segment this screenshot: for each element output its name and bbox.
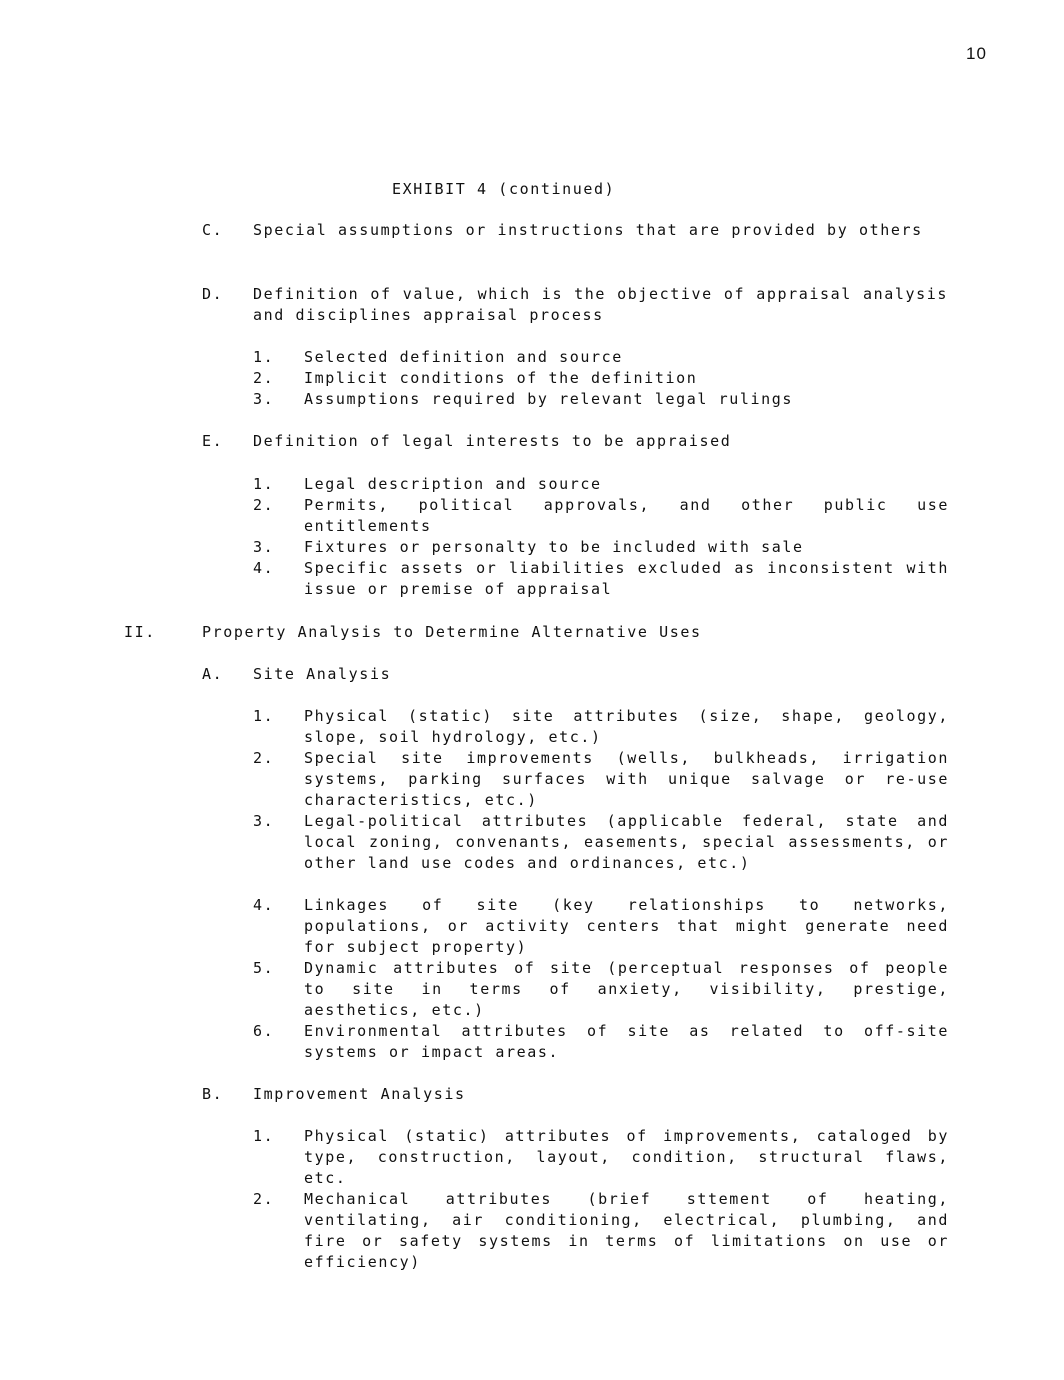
item-text: Improvement Analysis [253, 1085, 466, 1103]
subitem-marker: 1. [253, 348, 275, 366]
subitem-marker: 2. [253, 496, 275, 514]
subitem-text: Physical (static) attributes of improvements, cataloged by type, construction, layout, condition, structural flaws, etc. [304, 1127, 949, 1187]
subitem-text: Special site improvements (wells, bulkheads, irrigation systems, parking surfaces with unique salvage or re-use characteristics, etc.) [304, 749, 949, 809]
subitem-marker: 3. [253, 812, 275, 830]
subitem-marker: 6. [253, 1022, 275, 1040]
subitem-marker: 1. [253, 475, 275, 493]
subitem-text: Environmental attributes of site as related to off-site systems or impact areas. [304, 1022, 949, 1061]
subitem-marker: 4. [253, 896, 275, 914]
exhibit-title: EXHIBIT 4 (continued) [392, 180, 616, 198]
item-text: Definition of legal interests to be appraised [253, 432, 732, 450]
subitem-marker: 5. [253, 959, 275, 977]
subitem-text: Selected definition and source [304, 348, 623, 366]
item-marker: D. [202, 285, 224, 303]
subitem-text: Specific assets or liabilities excluded as inconsistent with issue or premise of appraisal [304, 559, 949, 598]
item-text: Definition of value, which is the objective of appraisal analysis and disciplines appraisal process [253, 285, 948, 324]
subitem-text: Permits, political approvals, and other public use entitlements [304, 496, 949, 535]
page-number: 10 [966, 44, 987, 63]
subitem-marker: 4. [253, 559, 275, 577]
subitem-text: Legal description and source [304, 475, 602, 493]
subitem-text: Mechanical attributes (brief sttement of heating, ventilating, air conditioning, electrical, plumbing, and fire or safety systems in terms of limitations on use or efficiency) [304, 1190, 949, 1271]
section-text: Property Analysis to Determine Alternative Uses [202, 623, 702, 641]
subitem-marker: 2. [253, 749, 275, 767]
subitem-marker: 3. [253, 538, 275, 556]
item-text: Special assumptions or instructions that are provided by others [253, 221, 923, 239]
subitem-text: Linkages of site (key relationships to networks, populations, or activity centers that might generate need for subject property) [304, 896, 949, 956]
subitem-text: Dynamic attributes of site (perceptual responses of people to site in terms of anxiety, visibility, prestige, aesthetics, etc.) [304, 959, 949, 1019]
subitem-text: Fixtures or personalty to be included with sale [304, 538, 804, 556]
subitem-marker: 1. [253, 707, 275, 725]
item-marker: A. [202, 665, 224, 683]
item-marker: C. [202, 221, 224, 239]
item-marker: B. [202, 1085, 224, 1103]
subitem-marker: 3. [253, 390, 275, 408]
subitem-marker: 1. [253, 1127, 275, 1145]
subitem-marker: 2. [253, 1190, 275, 1208]
subitem-text: Implicit conditions of the definition [304, 369, 698, 387]
subitem-text: Legal-political attributes (applicable federal, state and local zoning, convenants, easements, special assessments, or other land use codes and ordinances, etc.) [304, 812, 949, 872]
item-marker: E. [202, 432, 224, 450]
subitem-marker: 2. [253, 369, 275, 387]
section-marker: II. [124, 623, 156, 641]
subitem-text: Physical (static) site attributes (size, shape, geology, slope, soil hydrology, etc.) [304, 707, 949, 746]
subitem-text: Assumptions required by relevant legal rulings [304, 390, 794, 408]
item-text: Site Analysis [253, 665, 392, 683]
